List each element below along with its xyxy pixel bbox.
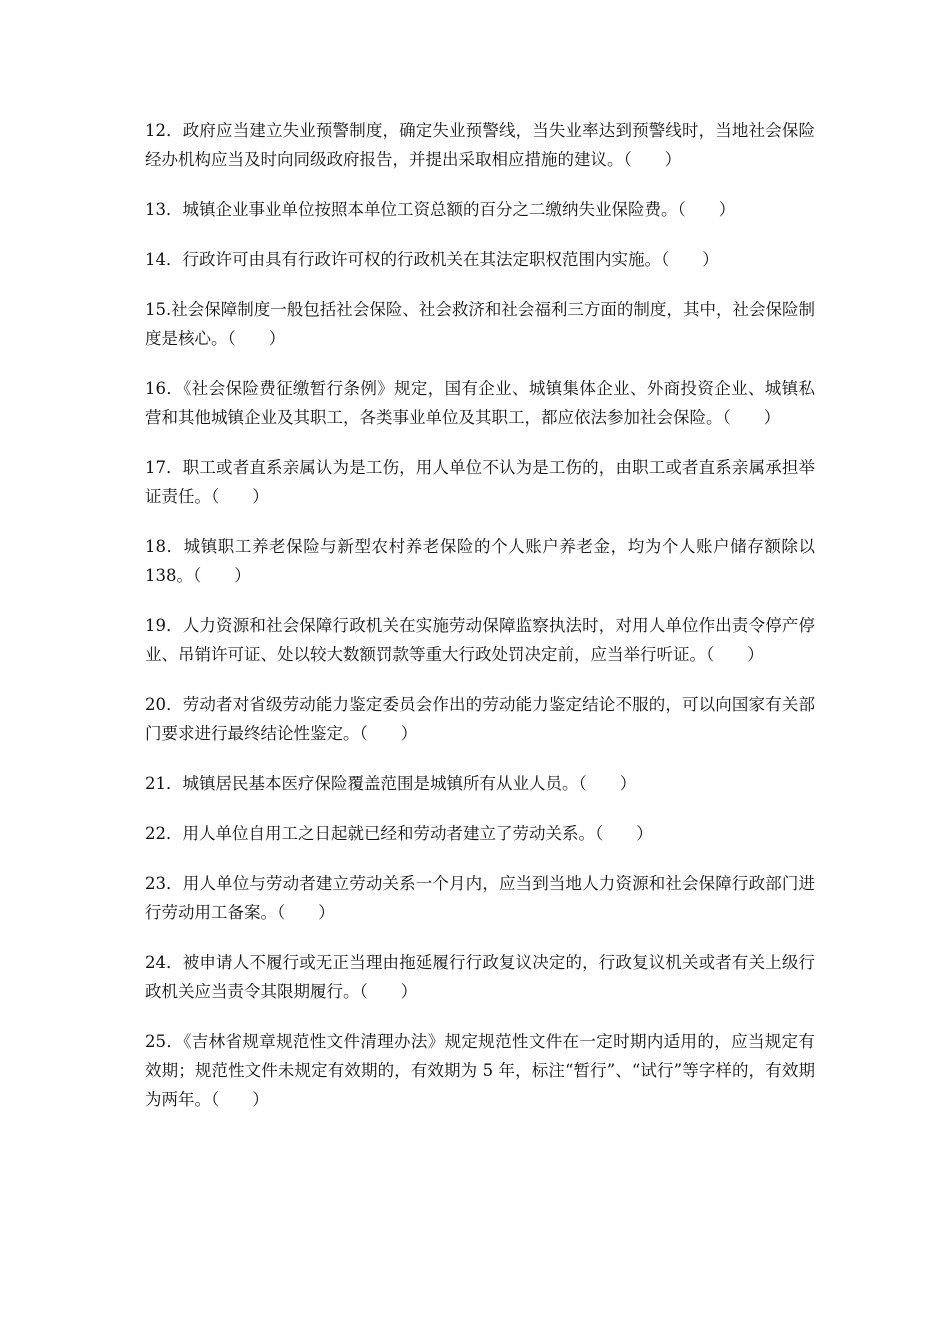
question-25: 25．《吉林省规章规范性文件清理办法》规定规范性文件在一定时期内适用的，应当规定有效期；规范性文件未规定有效期的，有效期为 5 年，标注“暂行”、“试行”等字样的，有效期为两年。（ ）: [145, 1032, 815, 1109]
question-18: 18．城镇职工养老保险与新型农村养老保险的个人账户养老金，均为个人账户储存额除以138。（ ）: [145, 537, 815, 585]
question-14: 14．行政许可由具有行政许可权的行政机关在其法定职权范围内实施。（ ）: [145, 250, 719, 269]
question-24: 24．被申请人不履行或无正当理由拖延履行行政复议决定的，行政复议机关或者有关上级行政机关应当责令其限期履行。（ ）: [145, 953, 815, 1001]
question-19: 19．人力资源和社会保障行政机关在实施劳动保障监察执法时，对用人单位作出责令停产停业、吊销许可证、处以较大数额罚款等重大行政处罚决定前，应当举行听证。（ ）: [145, 616, 815, 664]
question-12: 12．政府应当建立失业预警制度，确定失业预警线，当失业率达到预警线时，当地社会保险经办机构应当及时向同级政府报告，并提出采取相应措施的建议。（ ）: [145, 121, 815, 169]
question-list: [145, 116, 815, 1135]
question-13: 13．城镇企业事业单位按照本单位工资总额的百分之二缴纳失业保险费。（ ）: [145, 200, 736, 219]
question-20: 20．劳动者对省级劳动能力鉴定委员会作出的劳动能力鉴定结论不服的，可以向国家有关部门要求进行最终结论性鉴定。（ ）: [145, 695, 815, 743]
question-16: 16．《社会保险费征缴暂行条例》规定，国有企业、城镇集体企业、外商投资企业、城镇私营和其他城镇企业及其职工，各类事业单位及其职工，都应依法参加社会保险。（ ）: [145, 379, 815, 427]
question-22: 22．用人单位自用工之日起就已经和劳动者建立了劳动关系。（ ）: [145, 824, 653, 843]
question-17: 17．职工或者直系亲属认为是工伤，用人单位不认为是工伤的，由职工或者直系亲属承担举证责任。（ ）: [145, 458, 815, 506]
question-15: 15.社会保障制度一般包括社会保险、社会救济和社会福利三方面的制度，其中，社会保险制度是核心。（ ）: [145, 300, 815, 348]
question-21: 21．城镇居民基本医疗保险覆盖范围是城镇所有从业人员。（ ）: [145, 774, 637, 793]
question-23: 23．用人单位与劳动者建立劳动关系一个月内，应当到当地人力资源和社会保障行政部门进行劳动用工备案。（ ）: [145, 874, 815, 922]
